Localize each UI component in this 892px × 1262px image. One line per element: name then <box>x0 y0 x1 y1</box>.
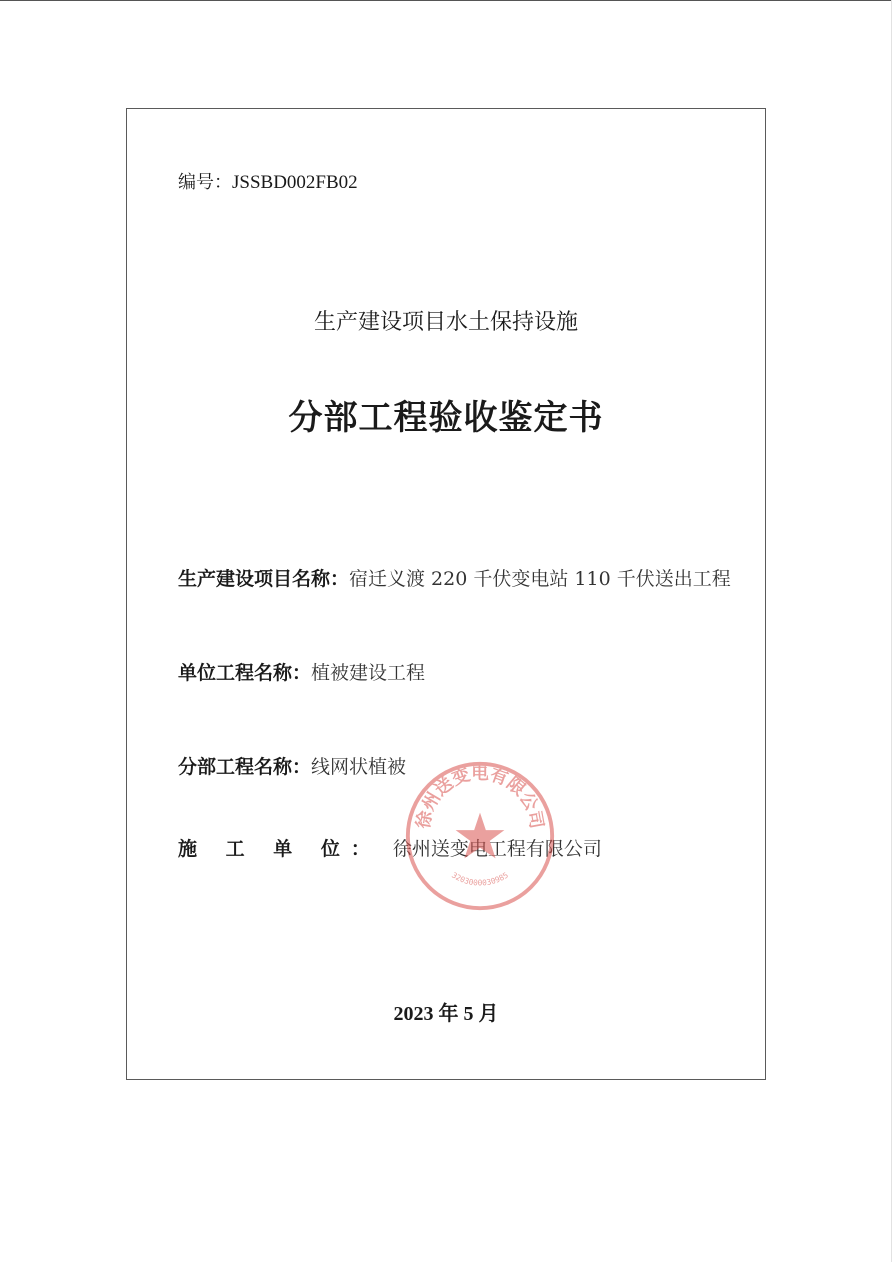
field-value: 徐州送变电工程有限公司 <box>392 838 602 860</box>
star-icon <box>456 813 505 859</box>
field-unit-project <box>178 658 425 685</box>
document-subtitle: 生产建设项目水土保持设施 <box>313 310 578 335</box>
document-number-value: JSSBD002FB02 <box>232 172 358 193</box>
field-label: 施 工 单 位： <box>178 838 381 860</box>
company-seal-stamp <box>402 758 558 914</box>
field-label: 分部工程名称： <box>178 756 312 778</box>
seal-code-text: 3203000030985 <box>450 870 510 888</box>
document-date: 2023 年 5 月 <box>393 1003 499 1025</box>
document-title: 分部工程验收鉴定书 <box>288 398 604 438</box>
field-label: 单位工程名称： <box>178 662 312 684</box>
field-project-name <box>178 564 731 591</box>
field-value: 植被建设工程 <box>311 662 426 684</box>
field-value: 宿迁义渡 220 千伏变电站 110 千伏送出工程 <box>349 568 731 590</box>
document-frame <box>126 108 766 1080</box>
field-value: 线网状植被 <box>311 756 407 778</box>
document-number <box>178 168 358 194</box>
top-border-line <box>0 0 892 1</box>
document-number-label: 编号： <box>178 172 232 193</box>
field-sub-project <box>178 752 406 779</box>
field-label: 生产建设项目名称： <box>178 568 350 590</box>
seal-org-text: 徐州送变电有限公司 <box>413 764 547 831</box>
